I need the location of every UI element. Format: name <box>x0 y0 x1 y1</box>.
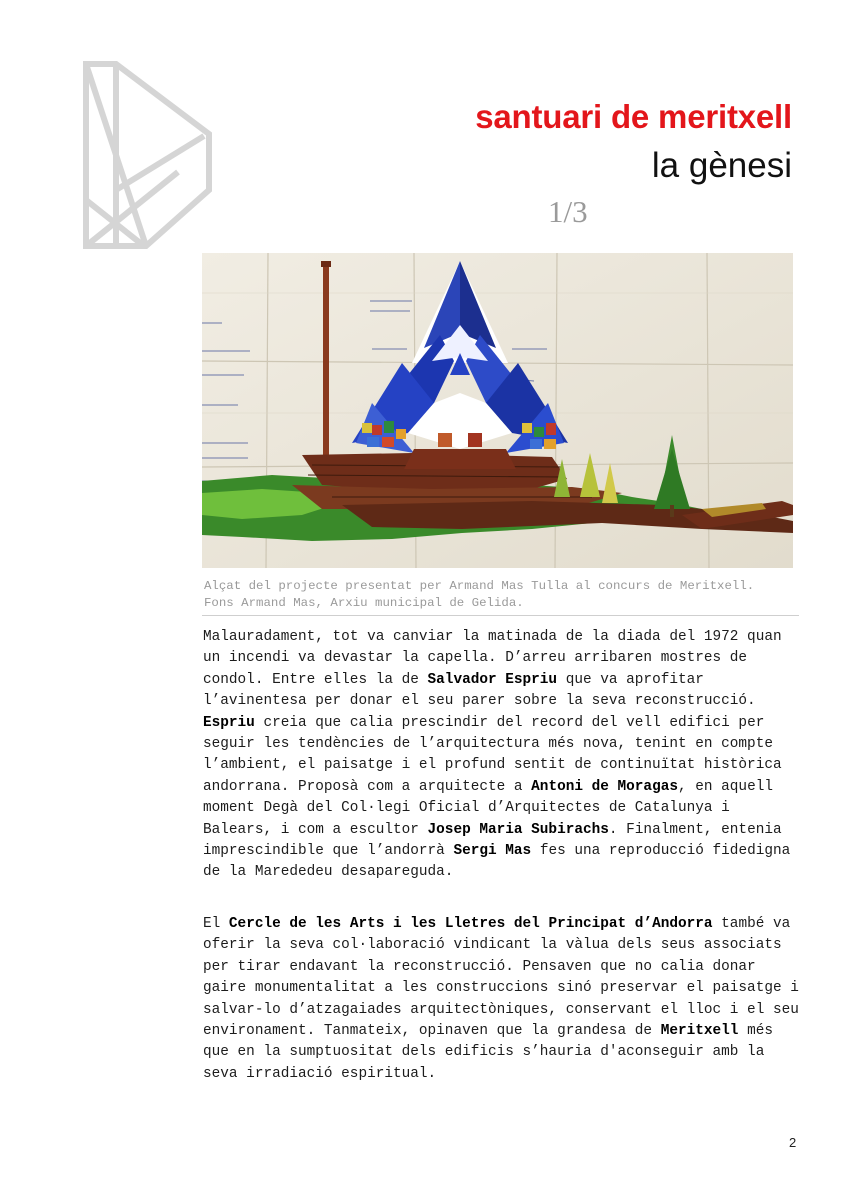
bold-name: Antoni de Moragas <box>531 778 678 795</box>
caption-divider <box>202 615 799 616</box>
document-title: santuari de meritxell <box>475 98 792 135</box>
bold-name: Josep Maria Subirachs <box>427 821 609 838</box>
bold-name: Meritxell <box>660 1023 739 1040</box>
paragraph-text: Malauradament, tot va canviar la matinada de la diada del 1972 quan un incendi va devastar la capella. D’arreu arribaren mostres de condol. Entre elles la de <box>203 629 782 688</box>
paragraph-text: més que en la sumptuositat dels edificis s’hauria d'aconseguir amb la seva irradiació espiritual. <box>203 1023 773 1082</box>
part-indicator: 1/3 <box>548 194 588 229</box>
paragraph-text: que va aprofitar l’avinentesa per donar el seu parer sobre la seva reconstrucció. <box>203 671 756 710</box>
body-paragraph-2 <box>203 914 803 1085</box>
page-number: 2 <box>789 1135 797 1150</box>
paragraph-text: també va oferir la seva col·laboració vindicant la vàlua dels seus associats per tirar endavant la reconstrucció. Pensaven que no calia donar gaire monumentalitat a les construccions sinó preservar el paisatge i salvar-lo d’atzagaiades arquitectòniques, conservant el lloc i el seu environament. Tanmateix, opinaven que la grandesa de <box>203 916 799 1040</box>
logo-icon <box>82 60 214 250</box>
architectural-elevation-image <box>202 253 793 568</box>
caption-line: Fons Armand Mas, Arxiu municipal de Gelida. <box>204 596 524 610</box>
paragraph-text: , en aquell moment Degà del Col·legi Oficial d’Arquitectes de Catalunya i Balears, i com a escultor <box>203 778 773 838</box>
document-subtitle: la gènesi <box>651 146 792 185</box>
paragraph-text: fes una reproducció fidedigna de la Marededeu desapareguda. <box>203 843 791 881</box>
caption-line: Alçat del projecte presentat per Armand Mas Tulla al concurs de Meritxell. <box>204 579 755 593</box>
bold-name: Cercle de les Arts i les Lletres del Principat d’Andorra <box>228 916 713 932</box>
bold-name: Salvador Espriu <box>427 671 558 688</box>
paragraph-text: El <box>203 916 229 932</box>
bold-name: Espriu <box>203 714 255 731</box>
body-paragraph-1 <box>203 627 803 884</box>
figure-caption <box>204 578 804 612</box>
bold-name: Sergi Mas <box>453 843 532 860</box>
paragraph-text: creia que calia prescindir del record del vell edifici per seguir les tendències de l’arquitectura més nova, tenint en compte l’ambient, el paisatge i el profund sentit de continuïtat històrica andorrana. Proposà com a arquitecte a <box>203 714 782 795</box>
paragraph-text: . Finalment, entenia imprescindible que l’andorrà <box>203 821 782 860</box>
